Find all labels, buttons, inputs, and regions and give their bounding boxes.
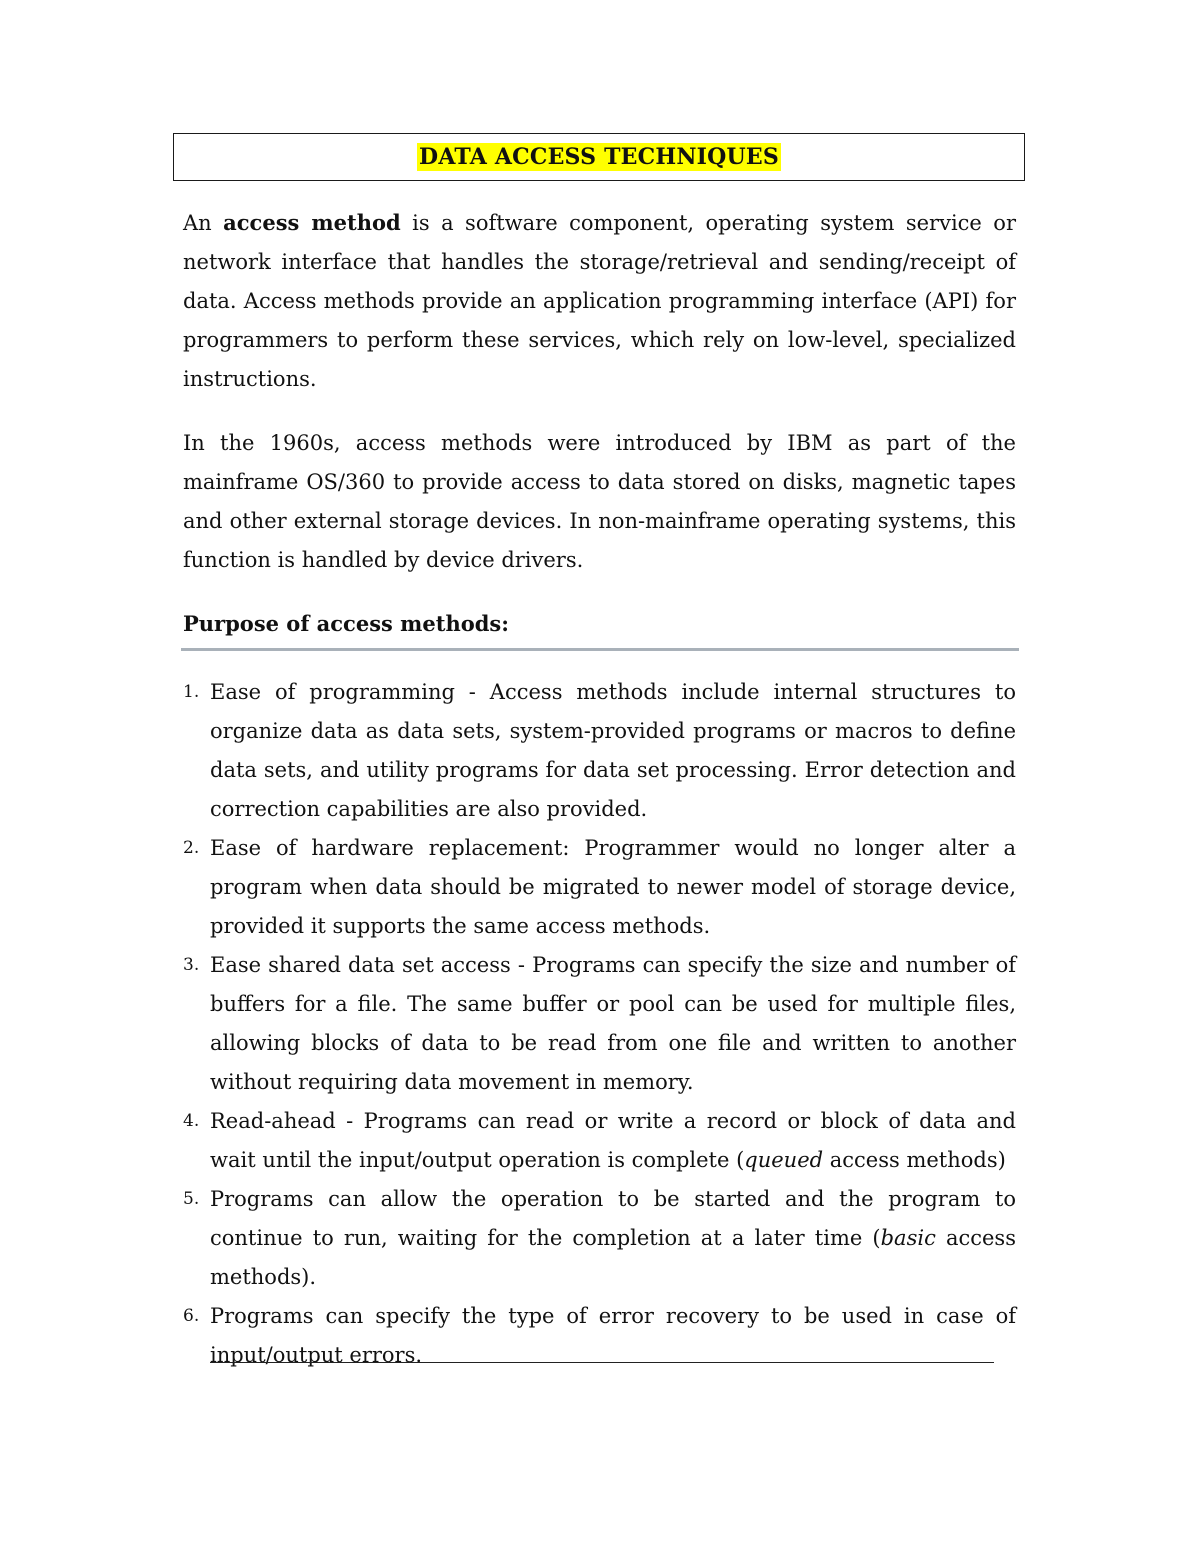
list-item bbox=[183, 946, 1016, 1102]
purpose-list bbox=[183, 673, 1016, 1375]
list-number: 3. bbox=[183, 955, 200, 975]
history-paragraph: In the 1960s, access methods were introduced by IBM as part of the mainframe OS/360 to provide access to data stored on disks, magnetic tapes and other external storage devices. In non-mainframe operating systems, this function is handled by device drivers. bbox=[183, 431, 1016, 572]
list-item-text: Ease of programming - Access methods include internal structures to organize data as data sets, system-provided programs or macros to define data sets, and utility programs for data set processing. Error detection and correction capabilities are also provided. bbox=[210, 680, 1016, 821]
intro-paragraph bbox=[183, 203, 1016, 399]
list-item bbox=[183, 673, 1016, 829]
intro-rest: is a software component, operating system service or network interface that handles the storage/retrieval and sending/receipt of data. Access methods provide an application programming interface (API) for programmers to perform these services, which rely on low-level, specialized instructions. bbox=[183, 211, 1016, 391]
intro-lead: An bbox=[183, 211, 224, 235]
list-item bbox=[183, 1297, 1016, 1375]
list-item-text: Programs can specify the type of error recovery to be used in case of input/output errors. bbox=[210, 1304, 1016, 1367]
list-item-text-before: Read-ahead - Programs can read or write a record or block of data and wait until the input/output operation is complete ( bbox=[210, 1109, 1016, 1172]
list-item-text-after: access methods). bbox=[210, 1226, 1016, 1289]
footer-divider bbox=[210, 1362, 994, 1363]
list-number: 2. bbox=[183, 838, 200, 858]
list-item-text-before: Programs can allow the operation to be started and the program to continue to run, waiting for the completion at a later time ( bbox=[210, 1187, 1016, 1250]
section-divider bbox=[181, 648, 1019, 651]
list-item-emphasis: basic bbox=[880, 1226, 936, 1250]
list-number: 6. bbox=[183, 1306, 200, 1326]
list-item-text-after: access methods) bbox=[823, 1148, 1006, 1172]
list-number: 5. bbox=[183, 1189, 200, 1209]
list-item bbox=[183, 1102, 1016, 1180]
list-item-text: Ease of hardware replacement: Programmer would no longer alter a program when data should be migrated to newer model of storage device, provided it supports the same access methods. bbox=[210, 836, 1016, 938]
section-heading: Purpose of access methods: bbox=[183, 611, 509, 636]
page-title: DATA ACCESS TECHNIQUES bbox=[419, 144, 779, 170]
intro-term: access method bbox=[223, 210, 401, 235]
list-item-emphasis: queued bbox=[744, 1148, 824, 1172]
list-number: 4. bbox=[183, 1111, 200, 1131]
list-item-text: Ease shared data set access - Programs can specify the size and number of buffers for a file. The same buffer or pool can be used for multiple files, allowing blocks of data to be read from one file and written to another without requiring data movement in memory. bbox=[210, 953, 1016, 1094]
list-item bbox=[183, 1180, 1016, 1297]
title-box bbox=[173, 133, 1025, 181]
list-number: 1. bbox=[183, 682, 200, 702]
list-item bbox=[183, 829, 1016, 946]
